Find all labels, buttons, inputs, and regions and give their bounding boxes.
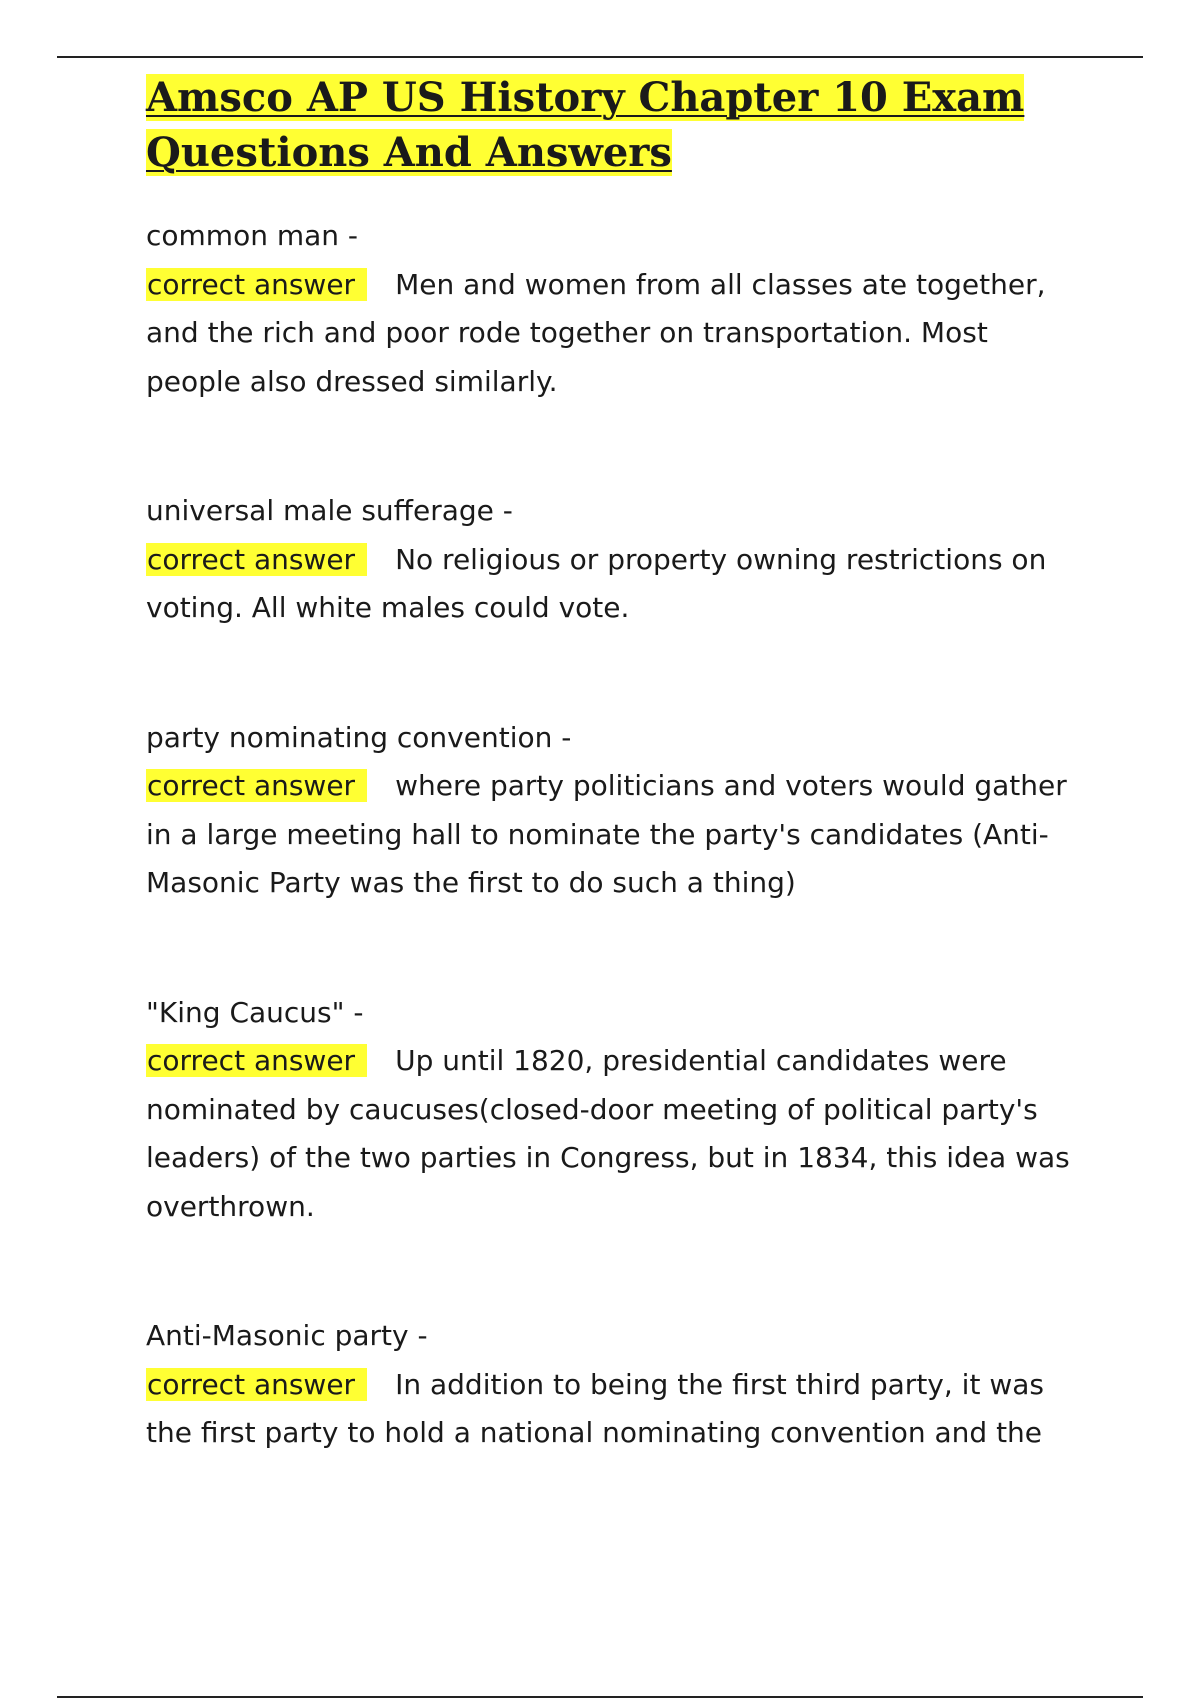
qa-answer: Men and women from all classes ate together, and the rich and poor rode together on transportation. Most people also dressed similarly.	[146, 267, 1046, 398]
qa-term: Anti-Masonic party -	[146, 1319, 428, 1352]
qa-term: universal male sufferage -	[146, 494, 513, 527]
qa-answer: No religious or property owning restrictions on voting. All white males could vote.	[146, 542, 1047, 624]
qa-entry	[146, 1312, 1086, 1458]
answer-label: correct answer	[146, 1044, 367, 1077]
qa-term: party nominating convention -	[146, 720, 572, 754]
qa-entry	[146, 487, 1086, 633]
document-title	[146, 70, 1086, 180]
document-body	[146, 70, 1086, 1539]
qa-term: common man -	[146, 219, 359, 252]
qa-entry	[146, 989, 1086, 1232]
qa-answer: Up until 1820, presidential candidates were nominated by caucuses(closed-door meeting of political party's leaders) of the two parties in Congress, but in 1834, this idea was overthrown.	[146, 1044, 1070, 1223]
qa-list	[146, 212, 1086, 1458]
top-rule	[57, 56, 1143, 58]
answer-label: correct answer	[146, 1368, 367, 1401]
answer-label: correct answer	[146, 769, 367, 802]
answer-label: correct answer	[146, 268, 367, 301]
qa-term: "King Caucus" -	[146, 995, 364, 1029]
qa-answer: In addition to being the first third party, it was the first party to hold a national nominating convention and the	[146, 1367, 1044, 1449]
qa-answer: where party politicians and voters would gather in a large meeting hall to nominate the party's candidates (Anti-Masonic Party was the first to do such a thing)	[146, 769, 1067, 899]
document-title-text: Amsco AP US History Chapter 10 Exam Questions And Answers	[146, 74, 1025, 176]
qa-entry	[146, 212, 1086, 406]
qa-entry	[146, 714, 1086, 908]
bottom-rule	[57, 1696, 1143, 1698]
answer-label: correct answer	[146, 543, 367, 576]
